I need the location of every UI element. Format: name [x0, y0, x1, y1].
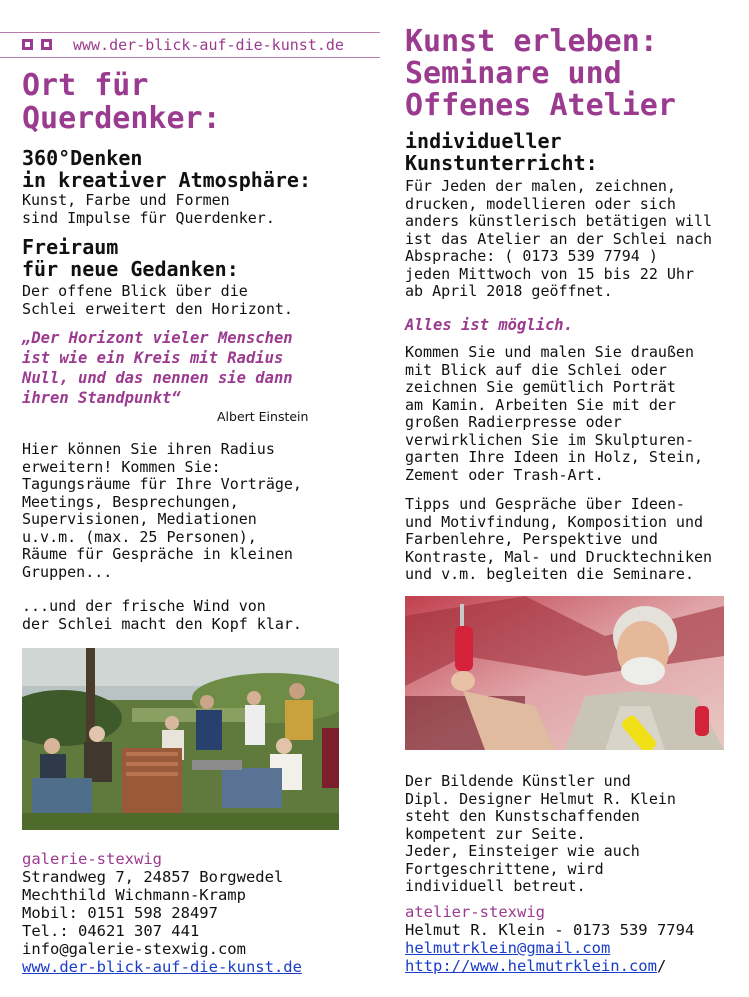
right-subtitle-line2: Kunstunterricht: — [405, 151, 598, 175]
section1-title-line1: 360°Denken — [22, 146, 143, 170]
right-paragraph-3: Der Bildende Künstler und Dipl. Designer Helmut R. Klein steht den Kunstschaffenden kompetent zur Seite. Jeder, Einsteiger wie auch Fortgeschrittene, wird individuell betreut. — [405, 772, 676, 895]
section2-title-line1: Freiraum — [22, 235, 119, 259]
right-contact-person: Helmut R. Klein - 0173 539 7794 — [405, 921, 695, 939]
left-paragraph-1: Hier können Sie ihren Radius erweitern! Kommen Sie: Tagungsräume für Ihre Vorträge, Meetings, Besprechungen, Supervisionen, Mediationen u.v.m. (max. 25 Personen), Räume für Gespräche in kleinen Gruppen... — [22, 440, 302, 581]
right-contact-name: atelier-stexwig — [405, 903, 545, 921]
right-subtitle-line1: individueller — [405, 129, 562, 153]
section1-text: Kunst, Farbe und Formen sind Impulse für Querdenker. — [22, 191, 275, 227]
right-paragraph-2: Tipps und Gespräche über Ideen- und Motivfindung, Komposition und Farbenlehre, Perspektive und Kontraste, Mal- und Drucktechniken und v.m. begleiten die Seminare. — [405, 495, 713, 583]
right-title-line2: Seminare und — [405, 56, 622, 91]
left-title-line2: Querdenker: — [22, 101, 221, 136]
einstein-quote: „Der Horizont vieler Menschen ist wie ein Kreis mit Radius Null, und das nennen sie dann ihren Standpunkt“ — [22, 329, 293, 407]
quote-author: Albert Einstein — [217, 409, 309, 424]
right-title-line3: Offenes Atelier — [405, 88, 676, 123]
left-contact-tel: Tel.: 04621 307 441 — [22, 922, 200, 940]
right-title-line1: Kunst erleben: — [405, 24, 658, 59]
left-contact-website-link[interactable]: www.der-blick-auf-die-kunst.de — [22, 958, 302, 976]
section2-title-line2: für neue Gedanken: — [22, 257, 239, 281]
garden-meeting-photo — [22, 648, 339, 830]
left-contact-street: Strandweg 7, 24857 Borgwedel — [22, 868, 284, 886]
right-contact-email-link[interactable]: helmutrklein@gmail.com — [405, 939, 611, 957]
right-paragraph-1: Kommen Sie und malen Sie draußen mit Blick auf die Schlei oder zeichnen Sie gemütlich Porträt am Kamin. Arbeiten Sie mit der großen Radierpresse oder verwirklichen Sie im Skulpturen- garten Ihre Ideen in Holz, Stein, Zement oder Trash-Art. — [405, 343, 704, 484]
left-contact-name: galerie-stexwig — [22, 850, 162, 868]
website-suffix: / — [656, 957, 667, 975]
square-icon — [41, 39, 52, 50]
square-icon — [22, 39, 33, 50]
right-highlight: Alles ist möglich. — [405, 316, 573, 334]
artist-portrait-photo — [405, 596, 724, 750]
left-contact-person: Mechthild Wichmann-Kramp — [22, 886, 246, 904]
section1-title-line2: in kreativer Atmosphäre: — [22, 168, 311, 192]
header-bar — [0, 32, 380, 58]
right-intro: Für Jeden der malen, zeichnen, drucken, modellieren oder sich anders künstlerisch betätigen will ist das Atelier an der Schlei nach Absprache: ( 0173 539 7794 ) jeden Mittwoch von 15 bis 22 Uhr ab April 2018 geöffnet. — [405, 177, 713, 300]
section2-text: Der offene Blick über die Schlei erweitert den Horizont. — [22, 282, 293, 318]
left-contact-email: info@galerie-stexwig.com — [22, 940, 246, 958]
header-url: www.der-blick-auf-die-kunst.de — [73, 36, 344, 54]
left-contact-mobile: Mobil: 0151 598 28497 — [22, 904, 218, 922]
left-title-line1: Ort für — [22, 68, 149, 103]
right-contact-website-link[interactable]: http://www.helmutrklein.com — [405, 957, 657, 975]
left-paragraph-2: ...und der frische Wind von der Schlei macht den Kopf klar. — [22, 597, 302, 633]
